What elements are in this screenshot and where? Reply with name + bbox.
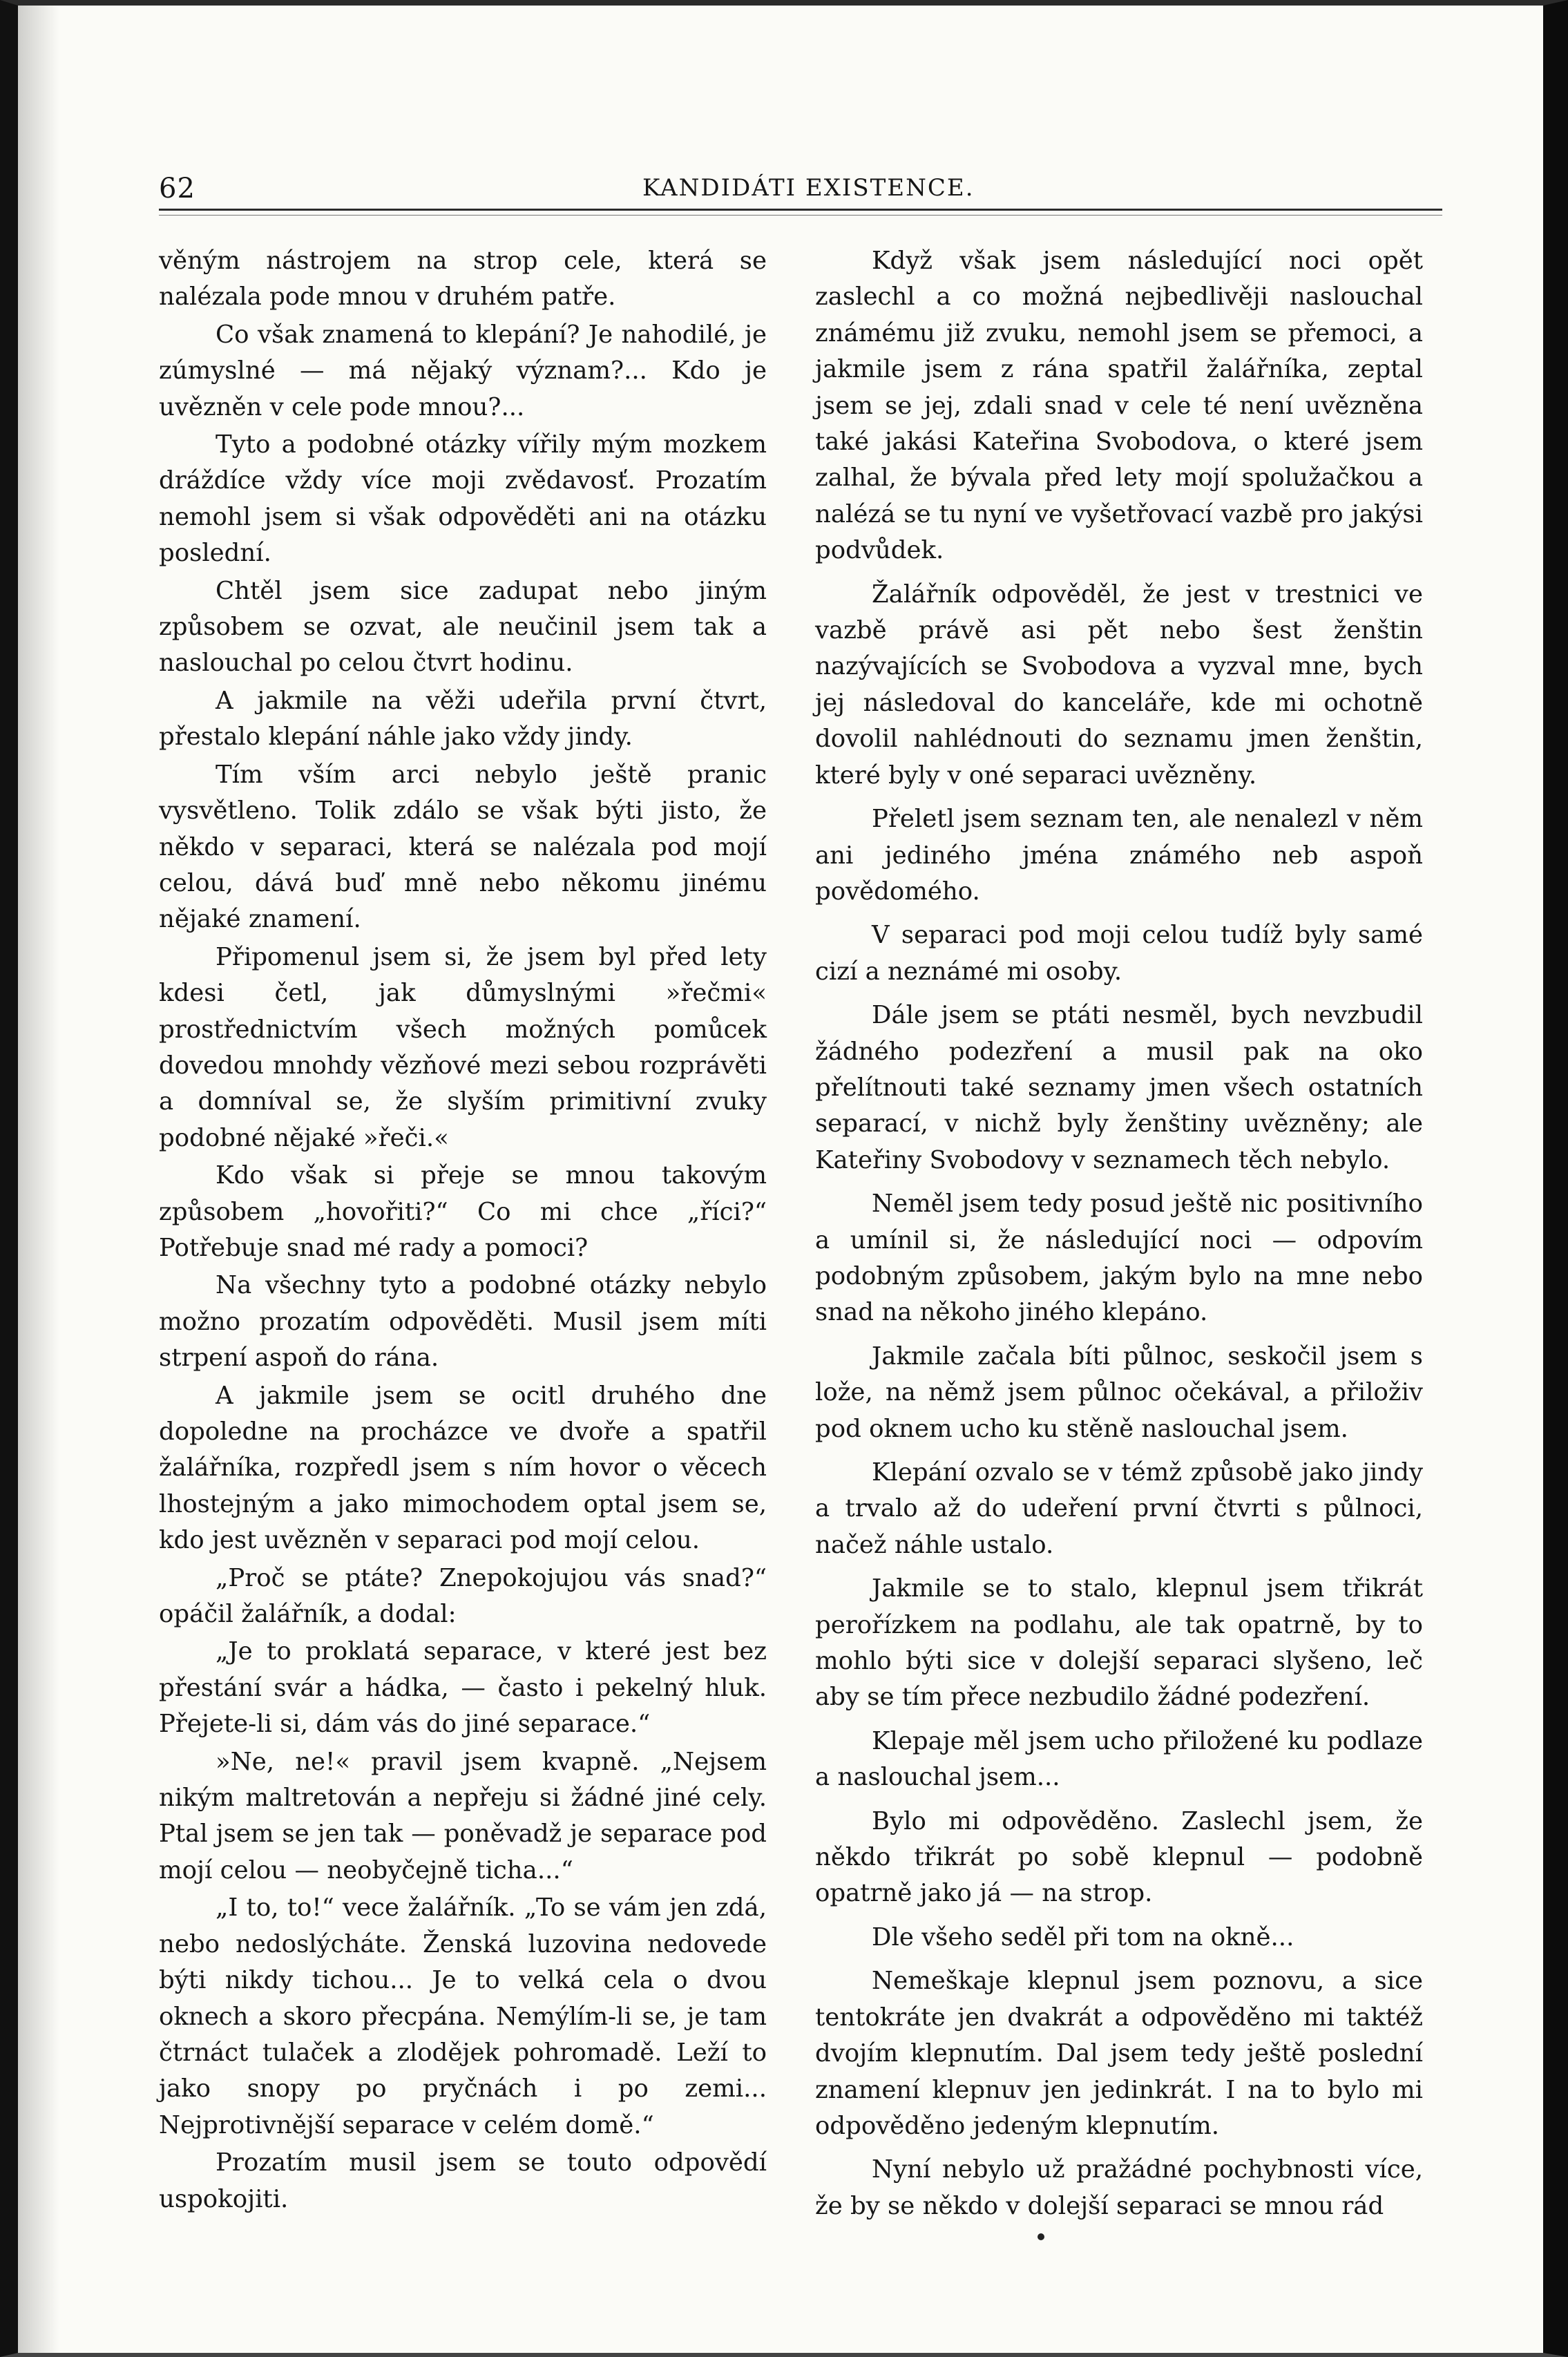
- paragraph: Dle všeho seděl při tom na okně...: [872, 1922, 1294, 1952]
- paragraph: Co však znamená to klepání? Je nahodilé, je zúmyslné — má nějaký význam?... Kdo je uvězněn v cele pode mnou?...: [159, 320, 767, 421]
- paragraph: A jakmile jsem se ocitl druhého dne dopoledne na procházce ve dvoře a spatřil žalářníka, rozpředl jsem s ním hovor o věcech lhostejným a jako mimochodem optal jsem se, kdo jest uvězněn v separaci pod mojí celou.: [159, 1381, 767, 1555]
- paragraph: Klepaje měl jsem ucho přiložené ku podlaze a naslouchal jsem...: [815, 1726, 1423, 1792]
- header-rule: [159, 209, 1442, 211]
- paragraph: „Je to proklatá separace, v které jest bez přestání svár a hádka, — často i pekelný hluk. Přejete-li si, dám vás do jiné separace.“: [159, 1637, 767, 1739]
- paragraph: „I to, to!“ vece žalářník. „To se vám jen zdá, nebo nedoslýcháte. Ženská luzovina nedovede býti nikdy tichou... Je to velká cela o dvou oknech a skoro přecpána. Nemýlím-li se, je tam čtrnáct tulaček a zlodějek pohromadě. Leží to jako snopy po pryčnách i po zemi... Nejprotivnější separace v celém domě.“: [159, 1893, 767, 2139]
- paragraph: Prozatím musil jsem se touto odpovědí uspokojiti.: [159, 2148, 767, 2213]
- paragraph: věným nástrojem na strop cele, která se nalézala pode mnou v druhém patře.: [159, 247, 767, 312]
- paragraph: A jakmile na věži udeřila první čtvrt, přestalo klepání náhle jako vždy jindy.: [159, 686, 767, 752]
- paragraph: Na všechny tyto a podobné otázky nebylo možno prozatím odpověděti. Musil jsem míti strpení aspoň do rána.: [159, 1271, 767, 1373]
- header-rule-thin: [159, 215, 1442, 216]
- paragraph: Jakmile začala bíti půlnoc, seskočil jsem s lože, na němž jsem půlnoc očekával, a přiloživ pod oknem ucho ku stěně naslouchal jsem.: [815, 1342, 1423, 1443]
- paragraph: Tím vším arci nebylo ještě pranic vysvětleno. Tolik zdálo se však býti jisto, že někdo v separaci, která se nalézala pod mojí celou, dává buď mně nebo někomu jinému nějaké znamení.: [159, 760, 767, 934]
- paragraph: Kdo však si přeje se mnou takovým způsobem „hovořiti?“ Co mi chce „říci?“ Potřebuje snad mé rady a pomoci?: [159, 1161, 767, 1262]
- paragraph: Jakmile se to stalo, klepnul jsem třikrát perořízkem na podlahu, ale tak opatrně, by to mohlo býti sice v dolejší separaci slyšeno, leč aby se tím přece nezbudilo žádné podezření.: [815, 1574, 1423, 1712]
- paragraph: Nemeškaje klepnul jsem poznovu, a sice tentokráte jen dvakrát a odpověděno mi taktéž dvojím klepnutím. Dal jsem tedy ještě poslední znamení klepnuv jen jedinkrát. I na to bylo mi odpověděno jedeným klepnutím.: [815, 1967, 1423, 2140]
- paragraph: »Ne, ne!« pravil jsem kvapně. „Nejsem nikým maltretován a nepřeju si žádné jiné cely. Ptal jsem se jen tak — poněvadž je separace pod mojí celou — neobyčejně ticha...“: [159, 1747, 767, 1884]
- paragraph: Připomenul jsem si, že jsem byl před lety kdesi četl, jak důmyslnými »řečmi« prostřednictvím všech možných pomůcek dovedou mnohdy vězňové mezi sebou rozprávěti a domníval se, že slyším primitivní zvuky podobné nějaké »řeči.«: [159, 942, 767, 1152]
- page-header: [159, 167, 1442, 209]
- paragraph: „Proč se ptáte? Znepokojujou vás snad?“ opáčil žalářník, a dodal:: [159, 1563, 767, 1629]
- right-column: [815, 243, 1423, 2232]
- paragraph: Klepání ozvalo se v témž způsobě jako jindy a trvalo až do udeření první čtvrti s půlnoci, načež náhle ustalo.: [815, 1458, 1423, 1559]
- running-title: KANDIDÁTI EXISTENCE.: [642, 174, 975, 202]
- paragraph: Tyto a podobné otázky vířily mým mozkem dráždíce vždy více moji zvědavosť. Prozatím nemohl jsem si však odpověděti ani na otázku poslední.: [159, 430, 767, 568]
- page-edge-shadow: [18, 0, 59, 2357]
- ink-dot: [1038, 2233, 1044, 2240]
- paragraph: V separaci pod moji celou tudíž byly samé cizí a neznámé mi osoby.: [815, 921, 1423, 986]
- page-number: 62: [159, 173, 195, 204]
- paragraph: Žalářník odpověděl, že jest v trestnici ve vazbě právě asi pět nebo šest ženštin nazývajících se Svobodova a vyzval mne, bych jej následoval do kanceláře, kde mi ochotně dovolil nahlédnouti do seznamu jmen ženštin, které byly v oné separaci uvězněny.: [815, 580, 1423, 790]
- paragraph: Chtěl jsem sice zadupat nebo jiným způsobem se ozvat, ale neučinil jsem tak a naslouchal po celou čtvrt hodinu.: [159, 576, 767, 678]
- paragraph: Přeletl jsem seznam ten, ale nenalezl v něm ani jediného jména známého neb aspoň povědomého.: [815, 805, 1423, 906]
- paragraph: Neměl jsem tedy posud ještě nic positivního a umínil si, že následující noci — odpovím podobným způsobem, jakým bylo na mne nebo snad na někoho jiného klepáno.: [815, 1190, 1423, 1327]
- paragraph: Dále jsem se ptáti nesměl, bych nevzbudil žádného podezření a musil pak na oko přelítnouti také seznamy jmen všech ostatních separací, v nichž byly ženštiny uvězněny; ale Kateřiny Svobodovy v seznamech těch nebylo.: [815, 1001, 1423, 1174]
- paragraph: Když však jsem následující noci opět zaslechl a co možná nejbedlivěji naslouchal známému již zvuku, nemohl jsem se přemoci, a jakmile jsem z rána spatřil žalářníka, zeptal jsem se jej, zdali snad v cele té není uvězněna také jakási Kateřina Svobodova, o které jsem zalhal, že bývala před lety mojí spolužačkou a nalézá se tu nyní ve vyšetřovací vazbě pro jakýsi podvůdek.: [815, 247, 1423, 565]
- left-column: [159, 243, 767, 2219]
- paragraph: Nyní nebylo už pražádné pochybnosti více, že by se někdo v dolejší separaci se mnou rád: [815, 2155, 1423, 2220]
- paragraph: Bylo mi odpověděno. Zaslechl jsem, že někdo třikrát po sobě klepnul — podobně opatrně jako já — na strop.: [815, 1806, 1423, 1908]
